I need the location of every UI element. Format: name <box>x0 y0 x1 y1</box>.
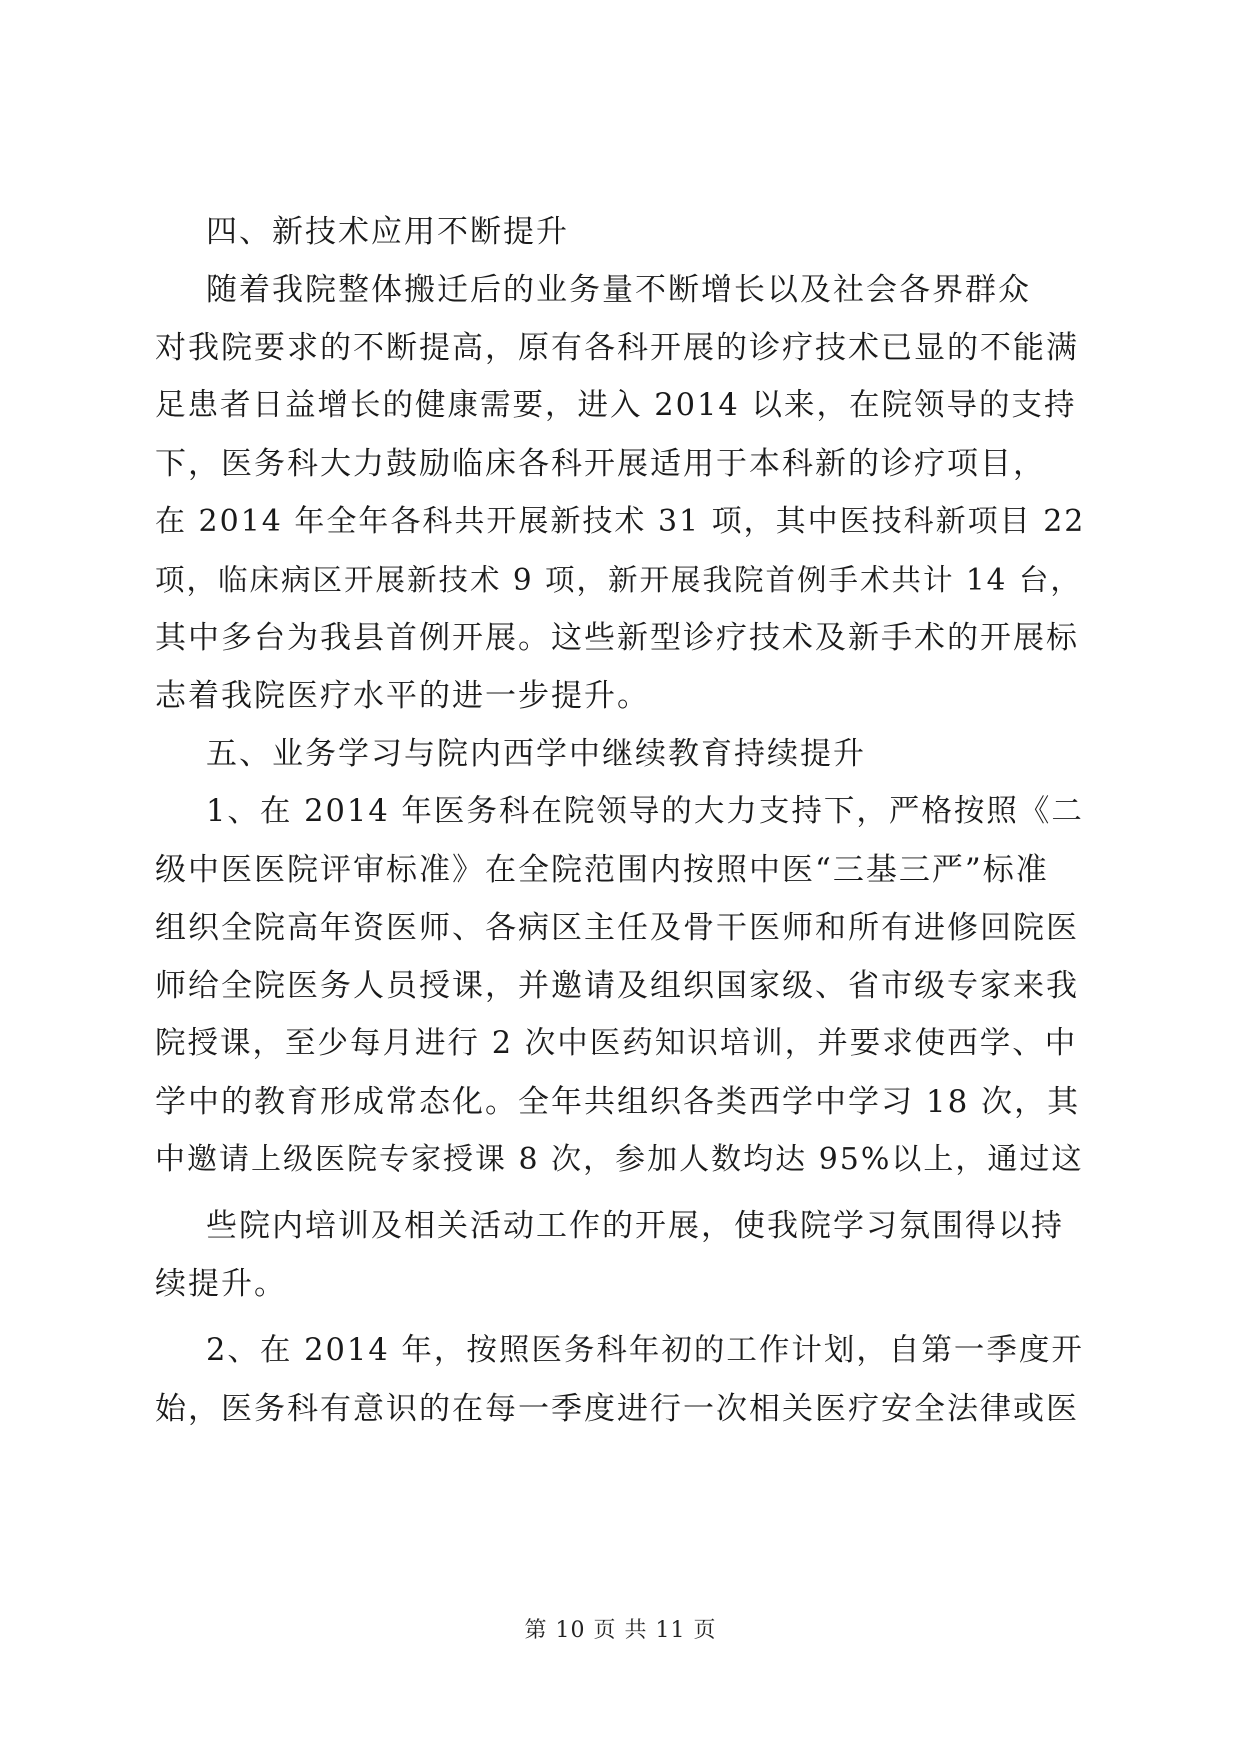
body-line: 随着我院整体搬迁后的业务量不断增长以及社会各界群众 <box>206 272 1031 308</box>
body-line: 下，医务科大力鼓励临床各科开展适用于本科新的诊疗项目， <box>155 446 1046 482</box>
body-line: 师给全院医务人员授课，并邀请及组织国家级、省市级专家来我 <box>155 968 1079 1004</box>
body-line: 续提升。 <box>155 1266 287 1302</box>
body-line: 在 2014 年全年各科共开展新技术 31 项，其中医技科新项目 22 <box>155 504 1086 539</box>
body-line: 2、在 2014 年，按照医务科年初的工作计划，自第一季度开 <box>206 1333 1084 1368</box>
body-line: 对我院要求的不断提高，原有各科开展的诊疗技术已显的不能满 <box>155 330 1079 366</box>
section-heading-5: 五、业务学习与院内西学中继续教育持续提升 <box>206 736 866 772</box>
body-line: 始，医务科有意识的在每一季度进行一次相关医疗安全法律或医 <box>155 1391 1079 1427</box>
body-line: 级中医医院评审标准》在全院范围内按照中医“三基三严”标准 <box>155 852 1049 888</box>
body-line: 项，临床病区开展新技术 9 项，新开展我院首例手术共计 14 台， <box>155 563 1082 597</box>
body-line: 院授课，至少每月进行 2 次中医药知识培训，并要求使西学、中 <box>155 1026 1078 1061</box>
body-line: 足患者日益增长的健康需要，进入 2014 以来，在院领导的支持 <box>155 388 1077 423</box>
body-line: 其中多台为我县首例开展。这些新型诊疗技术及新手术的开展标 <box>155 620 1079 656</box>
body-line: 1、在 2014 年医务科在院领导的大力支持下，严格按照《二 <box>206 794 1084 829</box>
body-line: 中邀请上级医院专家授课 8 次，参加人数均达 95%以上，通过这 <box>155 1142 1084 1177</box>
body-line: 组织全院高年资医师、各病区主任及骨干医师和所有进修回院医 <box>155 910 1079 946</box>
body-line: 志着我院医疗水平的进一步提升。 <box>155 678 650 714</box>
section-heading-4: 四、新技术应用不断提升 <box>206 214 569 250</box>
body-line: 学中的教育形成常态化。全年共组织各类西学中学习 18 次，其 <box>155 1084 1081 1120</box>
page-number-footer: 第 10 页 共 11 页 <box>524 1618 717 1643</box>
body-line: 些院内培训及相关活动工作的开展，使我院学习氛围得以持 <box>206 1208 1064 1244</box>
